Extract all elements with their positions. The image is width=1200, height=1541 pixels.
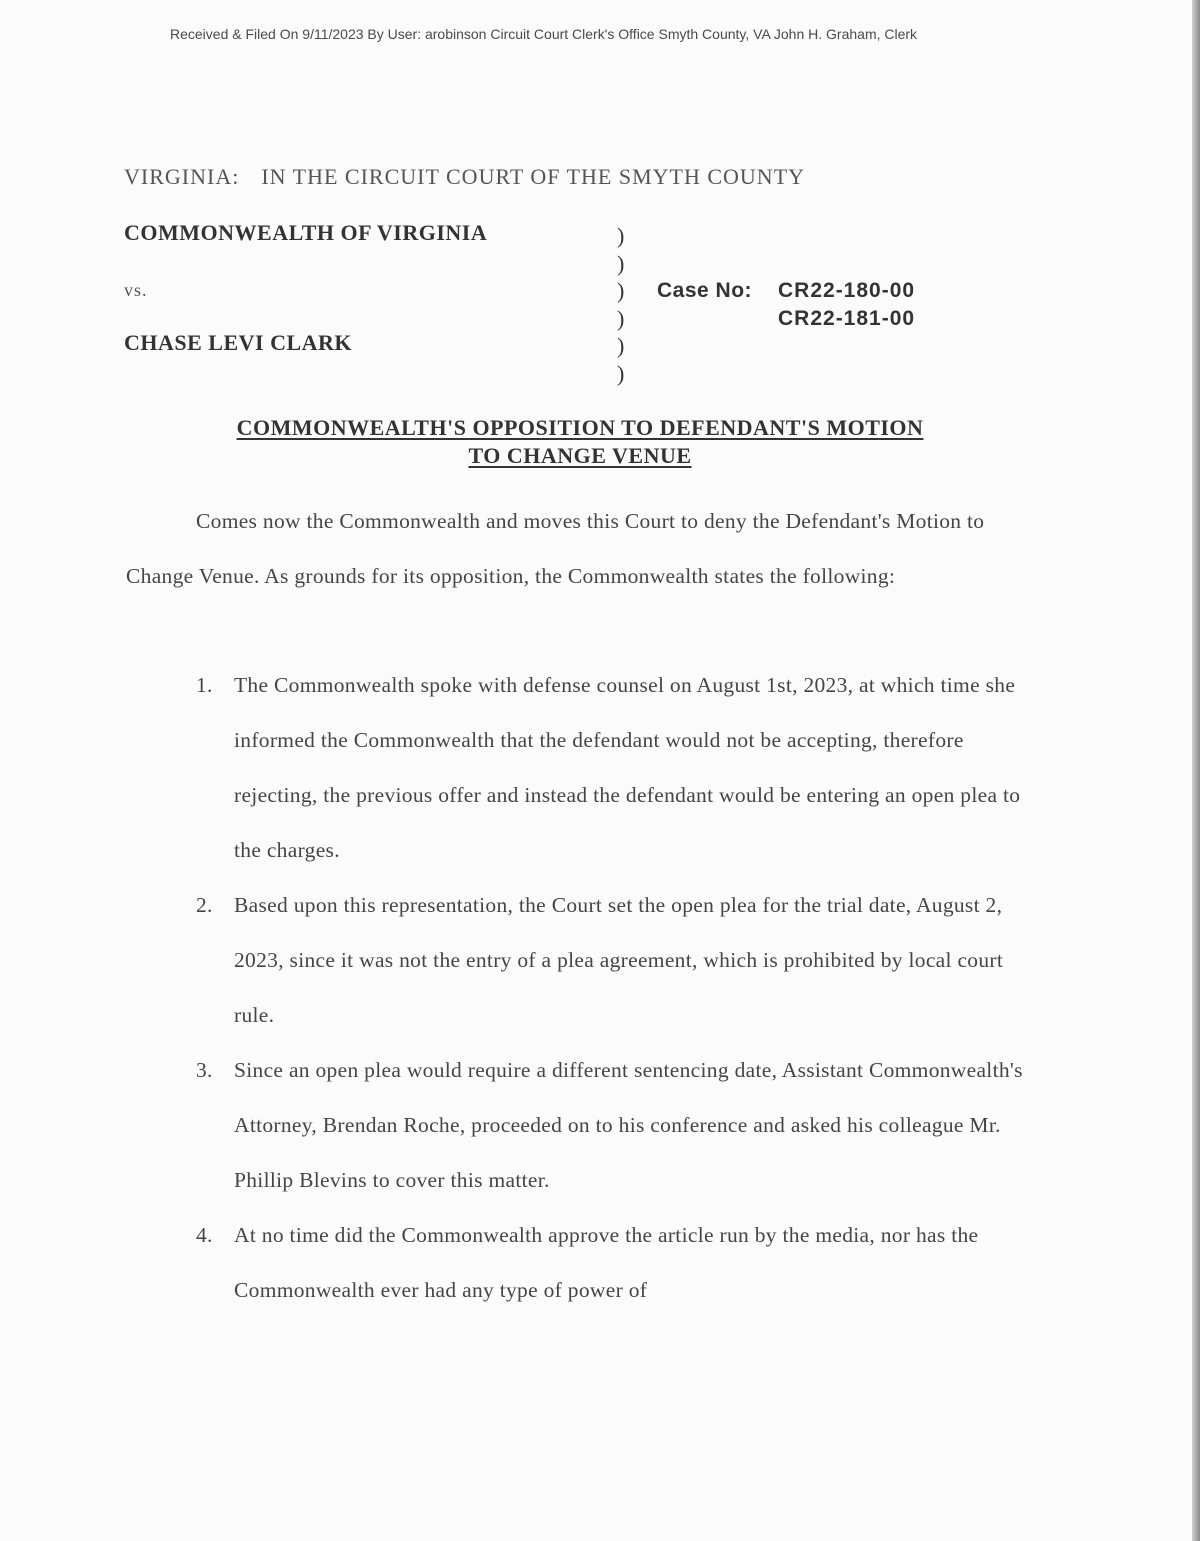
court-state: VIRGINIA: <box>124 164 240 189</box>
list-item <box>196 878 1046 1043</box>
list-item-number: 1. <box>196 673 213 697</box>
filing-stamp: Received & Filed On 9/11/2023 By User: arobinson Circuit Court Clerk's Office Smyth County, VA John H. Graham, Clerk <box>170 26 918 42</box>
numbered-list <box>196 658 1046 1318</box>
court-heading <box>124 164 805 190</box>
case-number-label: Case No: <box>657 279 753 302</box>
title-line-2: TO CHANGE VENUE <box>468 443 692 468</box>
list-item-text: Since an open plea would require a different sentencing date, Assistant Commonwealth's Attorney, Brendan Roche, proceeded on to his conference and asked his colleague Mr. Phillip Blevins to cover this matter. <box>234 1058 1023 1192</box>
list-item-number: 2. <box>196 893 213 917</box>
case-number-2: CR22-181-00 <box>778 307 916 330</box>
list-item <box>196 658 1046 878</box>
intro-paragraph: Comes now the Commonwealth and moves this Court to deny the Defendant's Motion to Change Venue. As grounds for its opposition, the Commonwealth states the following: <box>126 509 985 588</box>
document-title <box>180 414 980 470</box>
defendant-name: CHASE LEVI CLARK <box>124 330 353 355</box>
list-item-text: Based upon this representation, the Court set the open plea for the trial date, August 2, 2023, since it was not the entry of a plea agreement, which is prohibited by local court rule. <box>234 893 1004 1027</box>
scan-edge <box>1192 0 1200 1541</box>
case-number-1: CR22-180-00 <box>778 279 916 302</box>
versus-label: vs. <box>124 280 148 300</box>
list-item-number: 4. <box>196 1223 213 1247</box>
list-item-number: 3. <box>196 1058 213 1082</box>
list-item-text: At no time did the Commonwealth approve the article run by the media, nor has the Commonwealth ever had any type of power of <box>234 1223 979 1302</box>
list-item <box>196 1043 1046 1208</box>
list-item-text: The Commonwealth spoke with defense counsel on August 1st, 2023, at which time she informed the Commonwealth that the defendant would not be accepting, therefore rejecting, the previous offer and instead the defendant would be entering an open plea to the charges. <box>234 673 1021 862</box>
caption-divider: ) ) ) ) ) ) <box>617 223 625 386</box>
list-item <box>196 1208 1046 1318</box>
court-name: IN THE CIRCUIT COURT OF THE SMYTH COUNTY <box>261 164 806 189</box>
title-line-1: COMMONWEALTH'S OPPOSITION TO DEFENDANT'S MOTION <box>236 415 924 440</box>
plaintiff-name: COMMONWEALTH OF VIRGINIA <box>124 220 488 245</box>
